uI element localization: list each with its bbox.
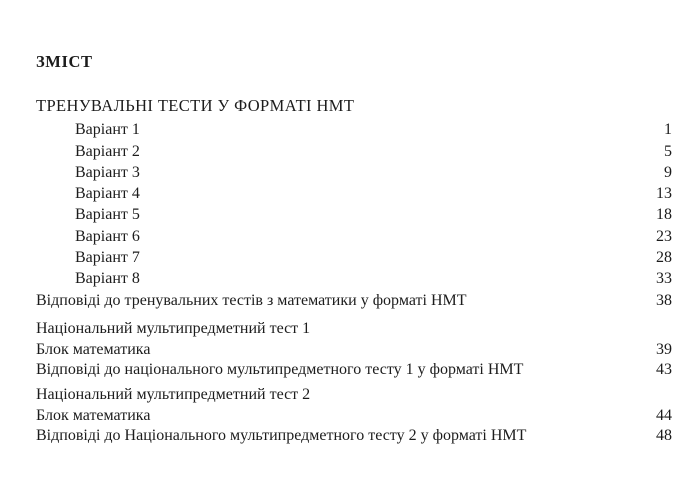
toc-entry-answers-training xyxy=(0,290,700,311)
toc-entry-label: Варіант 8 xyxy=(75,270,140,287)
toc-entry-label: Блок математика xyxy=(36,407,151,424)
toc-entry-page: 28 xyxy=(656,249,672,266)
toc-entry-variant-1 xyxy=(0,119,700,140)
toc-entry-nmt2-math-block xyxy=(0,405,700,426)
toc-entry-label: Варіант 3 xyxy=(75,164,140,181)
toc-entry-label: Варіант 4 xyxy=(75,185,140,202)
toc-entry-page: 23 xyxy=(656,228,672,245)
toc-entry-label: Відповіді до національного мультипредметного тесту 1 у форматі НМТ xyxy=(36,361,524,378)
toc-heading-nmt-2 xyxy=(0,384,700,405)
toc-entry-page: 13 xyxy=(656,185,672,202)
toc-entry-page: 44 xyxy=(656,407,672,424)
toc-heading-label: Національний мультипредметний тест 2 xyxy=(36,386,311,403)
toc-entry-label: Варіант 5 xyxy=(75,206,140,223)
toc-entry-page: 38 xyxy=(656,292,672,309)
toc-entry-variant-6 xyxy=(0,226,700,247)
toc-entry-label: Варіант 7 xyxy=(75,249,140,266)
toc-entry-variant-5 xyxy=(0,204,700,225)
toc-heading-label: Національний мультипредметний тест 1 xyxy=(36,320,311,337)
toc-entry-label: Варіант 2 xyxy=(75,143,140,160)
toc-entry-variant-4 xyxy=(0,183,700,204)
toc-entry-page: 18 xyxy=(656,206,672,223)
section-heading-training-tests: ТРЕНУВАЛЬНІ ТЕСТИ У ФОРМАТІ НМТ xyxy=(36,96,355,115)
toc-entry-page: 48 xyxy=(656,427,672,444)
toc-entry-page: 1 xyxy=(664,121,672,138)
toc-entry-variant-2 xyxy=(0,141,700,162)
toc-entry-page: 43 xyxy=(656,361,672,378)
toc-entry-label: Блок математика xyxy=(36,341,151,358)
toc-entry-variant-7 xyxy=(0,247,700,268)
toc-entry-page: 33 xyxy=(656,270,672,287)
toc-entry-nmt2-answers xyxy=(0,425,700,446)
toc-entry-page: 9 xyxy=(664,164,672,181)
toc-entry-page: 39 xyxy=(656,341,672,358)
toc-title: ЗМІСТ xyxy=(36,52,93,71)
toc-entry-nmt1-math-block xyxy=(0,339,700,360)
toc-entry-label: Відповіді до Національного мультипредметного тесту 2 у форматі НМТ xyxy=(36,427,527,444)
toc-entry-label: Варіант 1 xyxy=(75,121,140,138)
toc-entry-nmt1-answers xyxy=(0,359,700,380)
toc-entry-variant-3 xyxy=(0,162,700,183)
toc-entry-label: Відповіді до тренувальних тестів з математики у форматі НМТ xyxy=(36,292,467,309)
toc-entry-label: Варіант 6 xyxy=(75,228,140,245)
toc-entry-variant-8 xyxy=(0,268,700,289)
toc-heading-nmt-1 xyxy=(0,318,700,339)
toc-entry-page: 5 xyxy=(664,143,672,160)
